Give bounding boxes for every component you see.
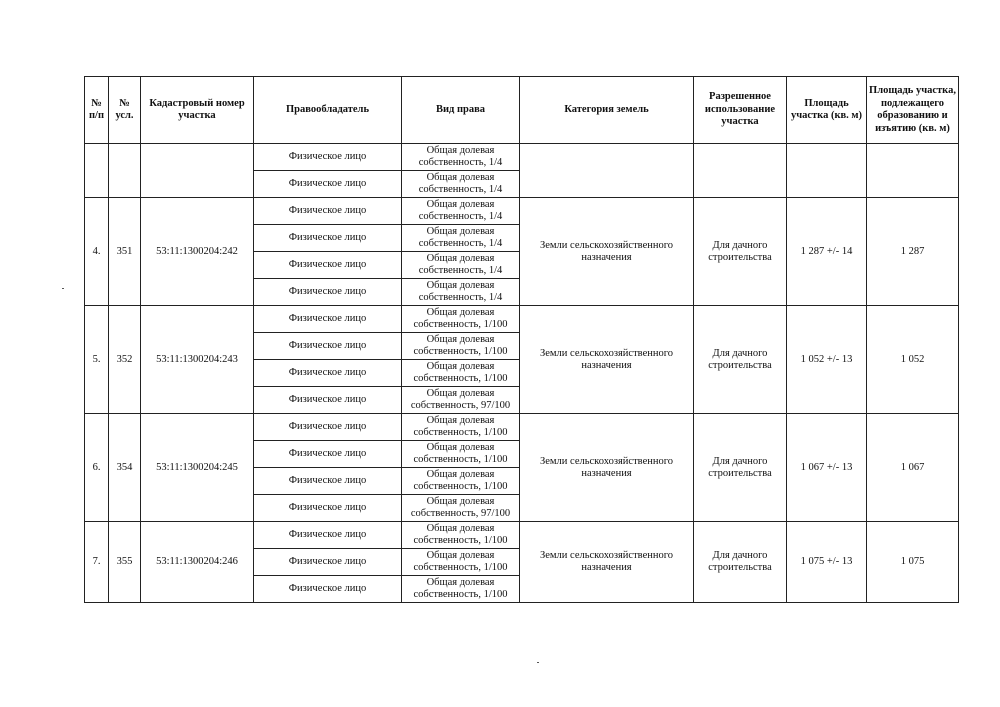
header-holder: Правообладатель: [254, 77, 402, 144]
right-line-2: собственность, 1/4: [418, 292, 503, 303]
holder-cell: Физическое лицо: [254, 306, 402, 333]
parcel-use: Для дачного строительства: [694, 198, 787, 306]
parcel-cond: 355: [109, 522, 141, 603]
parcel-cadastral: 53:11:1300204:246: [141, 522, 254, 603]
right-cell: [402, 387, 520, 414]
right-line-2: собственность, 1/4: [418, 184, 503, 195]
holder-cell: Физическое лицо: [254, 522, 402, 549]
parcel-area-taken: 1 052: [867, 306, 959, 414]
parcel-area-taken: 1 075: [867, 522, 959, 603]
right-cell: [402, 441, 520, 468]
right-line-2: собственность, 1/4: [418, 211, 503, 222]
holder-cell: Физическое лицо: [254, 441, 402, 468]
right-line-2: собственность, 97/100: [410, 508, 511, 519]
right-line-2: собственность, 1/100: [413, 481, 508, 492]
table-body: [85, 144, 959, 603]
right-line-2: собственность, 1/100: [413, 535, 508, 546]
right-line-2: собственность, 1/100: [413, 454, 508, 465]
right-line-1: Общая долевая: [426, 442, 495, 453]
parcel-area: 1 052 +/- 13: [787, 306, 867, 414]
header-row: [85, 77, 959, 144]
parcel-category: Земли сельскохозяйственного назначения: [520, 198, 694, 306]
cont-num: [85, 144, 109, 198]
scan-speck: [537, 662, 539, 663]
right-line-1: Общая долевая: [426, 523, 495, 534]
right-line-1: Общая долевая: [426, 334, 495, 345]
holder-cell: Физическое лицо: [254, 360, 402, 387]
right-cell: [402, 522, 520, 549]
parcel-cadastral: 53:11:1300204:242: [141, 198, 254, 306]
parcel-area: 1 075 +/- 13: [787, 522, 867, 603]
right-cell: [402, 414, 520, 441]
cont-cond: [109, 144, 141, 198]
parcel-num: 6.: [85, 414, 109, 522]
table-row: [85, 144, 959, 171]
table-row: [85, 414, 959, 441]
table-row: [85, 306, 959, 333]
right-line-1: Общая долевая: [426, 415, 495, 426]
right-line-2: собственность, 1/4: [418, 157, 503, 168]
right-line-1: Общая долевая: [426, 253, 495, 264]
land-parcels-table: [84, 76, 959, 603]
right-cell: [402, 549, 520, 576]
right-line-1: Общая долевая: [426, 469, 495, 480]
right-line-1: Общая долевая: [426, 550, 495, 561]
holder-cell: Физическое лицо: [254, 414, 402, 441]
right-line-1: Общая долевая: [426, 145, 495, 156]
parcel-area-taken: 1 067: [867, 414, 959, 522]
holder-cell: Физическое лицо: [254, 252, 402, 279]
holder-cell: Физическое лицо: [254, 576, 402, 603]
right-line-2: собственность, 1/100: [413, 346, 508, 357]
right-cell: [402, 468, 520, 495]
right-cell: [402, 495, 520, 522]
parcel-area: 1 287 +/- 14: [787, 198, 867, 306]
parcel-category: Земли сельскохозяйственного назначения: [520, 306, 694, 414]
header-use: Разрешенное использование участка: [694, 77, 787, 144]
table-row: [85, 522, 959, 549]
holder-cell: Физическое лицо: [254, 387, 402, 414]
right-cell: [402, 198, 520, 225]
right-cell: [402, 279, 520, 306]
parcel-cond: 354: [109, 414, 141, 522]
right-line-1: Общая долевая: [426, 226, 495, 237]
right-line-1: Общая долевая: [426, 172, 495, 183]
header-area: Площадь участка (кв. м): [787, 77, 867, 144]
right-line-1: Общая долевая: [426, 388, 495, 399]
right-line-1: Общая долевая: [426, 496, 495, 507]
right-cell: [402, 252, 520, 279]
header-cadastral: Кадастровый номер участка: [141, 77, 254, 144]
right-line-1: Общая долевая: [426, 199, 495, 210]
header-cond: № усл.: [109, 77, 141, 144]
parcel-use: Для дачного строительства: [694, 522, 787, 603]
holder-cell: Физическое лицо: [254, 225, 402, 252]
right-cell: [402, 360, 520, 387]
holder-cell: Физическое лицо: [254, 495, 402, 522]
right-cell: [402, 576, 520, 603]
right-cell: [402, 171, 520, 198]
right-line-2: собственность, 1/4: [418, 238, 503, 249]
parcel-num: 4.: [85, 198, 109, 306]
cont-cadastral: [141, 144, 254, 198]
parcel-cond: 352: [109, 306, 141, 414]
parcel-cond: 351: [109, 198, 141, 306]
parcel-cadastral: 53:11:1300204:245: [141, 414, 254, 522]
cont-area: [787, 144, 867, 198]
holder-cell: Физическое лицо: [254, 333, 402, 360]
right-line-2: собственность, 97/100: [410, 400, 511, 411]
parcel-use: Для дачного строительства: [694, 414, 787, 522]
right-line-2: собственность, 1/100: [413, 589, 508, 600]
header-area-taken: Площадь участка, подлежащего образованию и изъятию (кв. м): [867, 77, 959, 144]
scan-speck: [62, 288, 64, 289]
right-cell: [402, 306, 520, 333]
holder-cell: Физическое лицо: [254, 198, 402, 225]
right-line-2: собственность, 1/100: [413, 373, 508, 384]
parcel-use: Для дачного строительства: [694, 306, 787, 414]
parcel-cadastral: 53:11:1300204:243: [141, 306, 254, 414]
holder-cell: Физическое лицо: [254, 549, 402, 576]
parcel-area: 1 067 +/- 13: [787, 414, 867, 522]
holder-cell: Физическое лицо: [254, 144, 402, 171]
parcel-num: 7.: [85, 522, 109, 603]
holder-cell: Физическое лицо: [254, 279, 402, 306]
cont-category: [520, 144, 694, 198]
holder-cell: Физическое лицо: [254, 171, 402, 198]
header-category: Категория земель: [520, 77, 694, 144]
parcel-category: Земли сельскохозяйственного назначения: [520, 522, 694, 603]
header-right: Вид права: [402, 77, 520, 144]
right-line-1: Общая долевая: [426, 307, 495, 318]
cont-use: [694, 144, 787, 198]
right-cell: [402, 333, 520, 360]
header-num: № п/п: [85, 77, 109, 144]
table-row: [85, 198, 959, 225]
right-line-1: Общая долевая: [426, 361, 495, 372]
cont-area-taken: [867, 144, 959, 198]
right-line-2: собственность, 1/100: [413, 427, 508, 438]
right-cell: [402, 225, 520, 252]
right-cell: [402, 144, 520, 171]
right-line-2: собственность, 1/100: [413, 562, 508, 573]
right-line-1: Общая долевая: [426, 280, 495, 291]
right-line-2: собственность, 1/4: [418, 265, 503, 276]
right-line-1: Общая долевая: [426, 577, 495, 588]
parcel-category: Земли сельскохозяйственного назначения: [520, 414, 694, 522]
holder-cell: Физическое лицо: [254, 468, 402, 495]
parcel-area-taken: 1 287: [867, 198, 959, 306]
right-line-2: собственность, 1/100: [413, 319, 508, 330]
parcel-num: 5.: [85, 306, 109, 414]
